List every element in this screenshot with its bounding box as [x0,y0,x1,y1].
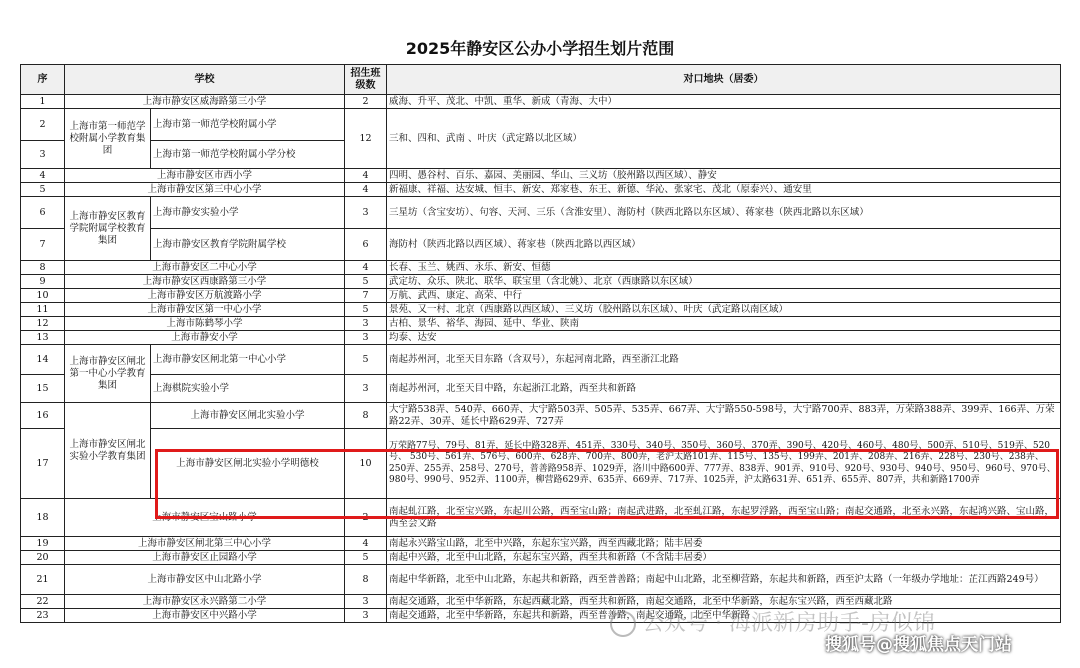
table-row [21,169,1061,183]
row-no: 11 [21,303,65,317]
row-no: 22 [21,595,65,609]
row-no: 23 [21,609,65,623]
table-row [21,551,1061,565]
school-name: 上海市静安区闸北实验小学 [151,403,345,429]
row-no: 10 [21,289,65,303]
table-row [21,565,1061,595]
col-header-school: 学校 [65,65,345,95]
catchment-area: 古柏、景华、裕华、海园、延中、华业、陕南 [387,317,1061,331]
row-no: 1 [21,95,65,109]
table-row [21,183,1061,197]
table-row [21,345,1061,375]
class-count: 4 [345,169,387,183]
page-title: 2025年静安区公办小学招生划片范围 [405,39,675,58]
row-no: 3 [21,141,65,169]
row-no: 19 [21,537,65,551]
catchment-area: 万荣路77号、79号、81弄，延长中路328弄、451弄、330号、340号、350号、360号、370弄、390号、420号、460号、480号、500弄、510号、519弄、520号、 530号、561弄、576号、600弄、628弄、700弄、800弄，老沪太路101弄、115号、135号、199弄、201弄、208弄、216弄、228号、230号、238弄、250弄、255弄、258号、270号，普善路958弄、1029弄，洛川中路600弄、777弄、838弄、901弄、910号、920号、930号、940号、950号、960号、970号、980号、990号、952弄、1100弄，柳营路629弄、635弄、669弄、717弄、1025弄，沪太路631弄、651弄、655弄、807弄，共和新路1700弄 [387,429,1061,499]
row-no: 4 [21,169,65,183]
school-name: 上海市静安区第三中心小学 [65,183,345,197]
row-no: 13 [21,331,65,345]
class-count: 4 [345,183,387,197]
catchment-area: 万航、武西、康定、高荣、中行 [387,289,1061,303]
row-no: 21 [21,565,65,595]
school-name: 上海市静安区宝山路小学 [65,499,345,537]
school-name: 上海市陈鹤琴小学 [65,317,345,331]
row-no: 2 [21,109,65,141]
catchment-area: 景苑、又一村、北京（西康路以西区域）、三义坊（胶州路以东区域）、叶庆（武定路以南区域） [387,303,1061,317]
school-name: 上海市静安区永兴路第二小学 [65,595,345,609]
table-row [21,537,1061,551]
school-name: 上海市静安区闸北实验小学明德校 [151,429,345,499]
row-no: 15 [21,375,65,403]
row-no: 18 [21,499,65,537]
school-name: 上海市静安区中山北路小学 [65,565,345,595]
table-row [21,289,1061,303]
class-count: 7 [345,289,387,303]
class-count: 6 [345,229,387,261]
col-header-classes: 招生班级数 [345,65,387,95]
school-name: 上海市静安区中兴路小学 [65,609,345,623]
table-row [21,261,1061,275]
catchment-area: 南起苏州河，北至天目中路，东起浙江北路，西至共和新路 [387,375,1061,403]
school-name: 上海市静安区威海路第三小学 [65,95,345,109]
school-name: 上海市静安区第一中心小学 [65,303,345,317]
catchment-area: 南起交通路，北至中华新路，东起共和新路，西至普善路，南起交通路，北至中华新路 [387,609,1061,623]
class-count: 3 [345,317,387,331]
school-name: 上海市静安区二中心小学 [65,261,345,275]
class-count: 3 [345,595,387,609]
catchment-area: 三和、四和、武南 、叶庆（武定路以北区域） [387,109,1061,169]
school-name: 上海市静安区止园路小学 [65,551,345,565]
class-count: 8 [345,565,387,595]
table-row [21,229,1061,261]
catchment-area: 威海、升平、茂北、中凯、重华、新成（青海、大中） [387,95,1061,109]
row-no: 7 [21,229,65,261]
school-name: 上海市静安小学 [65,331,345,345]
group-name: 上海市静安区教育学院附属学校教育集团 [65,197,151,261]
row-no: 12 [21,317,65,331]
catchment-area: 武定坊、众乐、陕北、联华、联宝里（含北姚）、北京（西康路以东区域） [387,275,1061,289]
catchment-area: 均泰、达安 [387,331,1061,345]
catchment-area: 新福康、祥福、达安城、恒丰、新安、郑家巷、东王、新德、华沁、张家宅、茂北（原泰兴）、通安里 [387,183,1061,197]
school-name: 上海市静安区西康路第三小学 [65,275,345,289]
catchment-area: 南起中华新路，北至中山北路，东起共和新路，西至普善路；南起中山北路，北至柳营路，东起共和新路，西至沪太路（一年级办学地址：芷江西路249号） [387,565,1061,595]
watermark-source: 搜狐号@搜狐焦点天门站 [825,635,1012,655]
catchment-area: 南起交通路，北至中华新路，东起西藏北路，西至共和新路，南起交通路，北至中华新路，东起东宝兴路，西至西藏北路 [387,595,1061,609]
col-header-no: 序 [21,65,65,95]
school-name: 上海市第一师范学校附属小学 [151,109,345,141]
row-no: 5 [21,183,65,197]
table-row [21,197,1061,229]
class-count: 10 [345,429,387,499]
class-count: 3 [345,331,387,345]
group-name: 上海市静安区闸北实验小学教育集团 [65,403,151,499]
group-name: 上海市第一师范学校附属小学教育集团 [65,109,151,169]
class-count: 8 [345,403,387,429]
table-row [21,375,1061,403]
row-no: 20 [21,551,65,565]
class-count: 12 [345,109,387,169]
catchment-area: 四明、愚谷村、百乐、嘉园、美丽园、华山、三义坊（胶州路以西区域）、静安 [387,169,1061,183]
table-row [21,95,1061,109]
table-row [21,403,1061,429]
class-count: 2 [345,95,387,109]
class-count: 2 [345,499,387,537]
school-name: 上海市静安区市西小学 [65,169,345,183]
table-row [21,303,1061,317]
table-row [21,331,1061,345]
class-count: 3 [345,197,387,229]
catchment-area: 南起苏州河，北至天目东路（含双号），东起河南北路，西至浙江北路 [387,345,1061,375]
class-count: 3 [345,609,387,623]
table-row [21,275,1061,289]
table-row [21,429,1061,499]
catchment-area: 大宁路538弄、540弄、660弄、大宁路503弄、505弄、535弄、667弄、大宁路550-598号，大宁路700弄、883弄，万荣路388弄、399弄、166弄、万荣路22弄、30弄、延长中路629弄、727弄 [387,403,1061,429]
catchment-area: 南起虬江路，北至宝兴路，东起川公路，西至宝山路；南起武进路，北至虬江路，东起罗浮路，西至宝山路；南起交通路，北至永兴路，东起鸿兴路、宝山路，西至会文路 [387,499,1061,537]
row-no: 9 [21,275,65,289]
school-name: 上海市静安区闸北第三中心小学 [65,537,345,551]
row-no: 17 [21,429,65,499]
school-name: 上海市静安区教育学院附属学校 [151,229,345,261]
row-no: 8 [21,261,65,275]
wechat-icon [610,611,636,637]
group-name: 上海市静安区闸北第一中心小学教育集团 [65,345,151,403]
class-count: 5 [345,275,387,289]
catchment-area: 南起永兴路宝山路，北至中兴路，东起东宝兴路，西至西藏北路；陆丰居委 [387,537,1061,551]
class-count: 5 [345,345,387,375]
col-header-area: 对口地块（居委） [387,65,1061,95]
table-row [21,317,1061,331]
class-count: 4 [345,261,387,275]
school-name: 上海棋院实验小学 [151,375,345,403]
class-count: 3 [345,375,387,403]
catchment-area: 海防村（陕西北路以西区域）、蒋家巷（陕西北路以西区域） [387,229,1061,261]
enrollment-table [20,64,1061,623]
table-row [21,109,1061,141]
class-count: 5 [345,551,387,565]
header-row [21,65,1061,95]
watermark-account-text: 公众号 · 海派新房助手-房似锦 [642,611,935,636]
table-row [21,499,1061,537]
row-no: 16 [21,403,65,429]
catchment-area: 南起中兴路，北至中山北路，东起东宝兴路，西至共和新路（不含陆丰居委） [387,551,1061,565]
row-no: 14 [21,345,65,375]
catchment-area: 长春、玉兰、姚西、永乐、新安、恒德 [387,261,1061,275]
catchment-area: 三星坊（含宝安坊）、句容、天河、三乐（含淮安里）、海防村（陕西北路以东区域）、蒋家巷（陕西北路以东区域） [387,197,1061,229]
row-no: 6 [21,197,65,229]
school-name: 上海市静安区万航渡路小学 [65,289,345,303]
class-count: 5 [345,303,387,317]
school-name: 上海市第一师范学校附属小学分校 [151,141,345,169]
school-name: 上海市静安实验小学 [151,197,345,229]
school-name: 上海市静安区闸北第一中心小学 [151,345,345,375]
class-count: 4 [345,537,387,551]
